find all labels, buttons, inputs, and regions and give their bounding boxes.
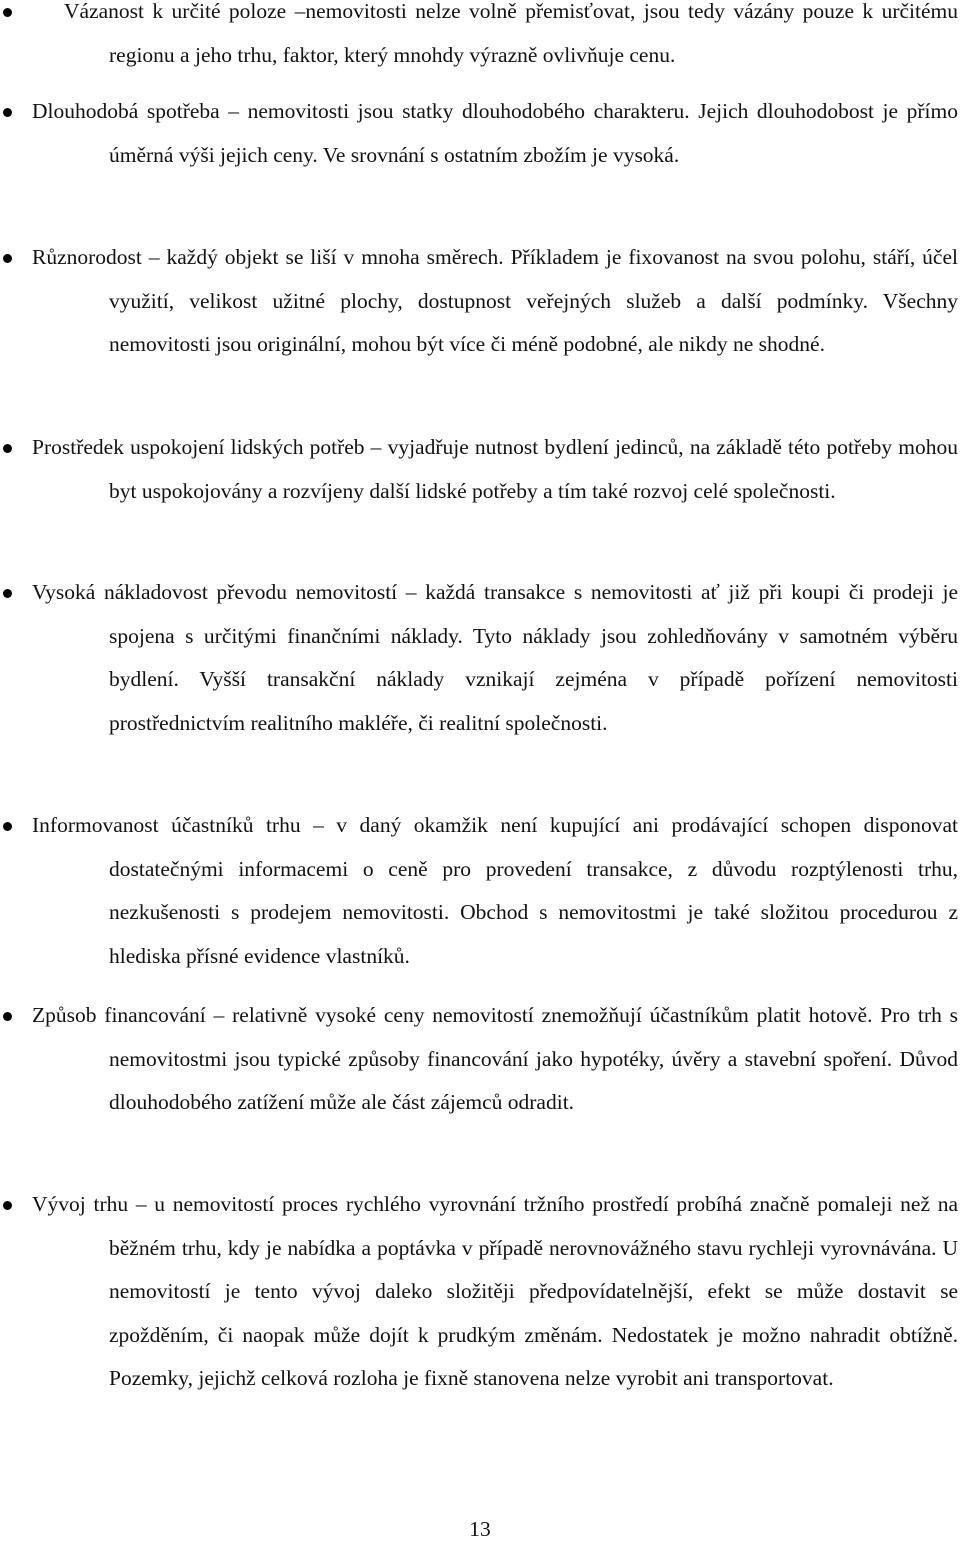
bullet-text: Vývoj trhu – u nemovitostí proces rychlého vyrovnání tržního prostředí probíhá značně pomaleji než na běžném trhu, kdy je nabídka a poptávka v případě nerovnovážného stavu rychleji vyrovnávána. U nemovitostí je tento vývoj daleko složitěji předpovídatelnější, efekt se může dostavit se zpožděním, či naopak může dojít k prudkým změnám. Nedostatek je možno nahradit obtížně. Pozemky, jejichž celková rozloha je fixně stanovena nelze vyrobit ani transportovat.: [32, 1192, 958, 1391]
bullet-text: Různorodost – každý objekt se liší v mnoha směrech. Příkladem je fixovanost na svou polohu, stáří, účel využití, velikost užitné plochy, dostupnost veřejných služeb a další podmínky. Všechny nemovitosti jsou originální, mohou být více či méně podobné, ale nikdy ne shodné.: [32, 245, 958, 357]
bullet-text: Prostředek uspokojení lidských potřeb – vyjadřuje nutnost bydlení jedinců, na základě této potřeby mohou byt uspokojovány a rozvíjeny další lidské potřeby a tím také rozvoj celé společnosti.: [32, 435, 958, 503]
bullet-text: Vázanost k určité poloze –nemovitosti nelze volně přemisťovat, jsou tedy vázány pouze k určitému regionu a jeho trhu, faktor, který mnohdy výrazně ovlivňuje cenu.: [64, 0, 958, 67]
bullet-text: Informovanost účastníků trhu – v daný okamžik není kupující ani prodávající schopen disponovat dostatečnými informacemi o ceně pro provedení transakce, z důvodu rozptýlenosti trhu, nezkušenosti s prodejem nemovitosti. Obchod s nemovitostmi je také složitou procedurou z hlediska přísné evidence vlastníků.: [32, 813, 958, 968]
page-number: 13: [469, 1517, 491, 1541]
bullet-text: Způsob financování – relativně vysoké ceny nemovitostí znemožňují účastníkům platit hotově. Pro trh s nemovitostmi jsou typické způsoby financování jako hypotéky, úvěry a stavební spoření. Důvod dlouhodobého zatížení může ale část zájemců odradit.: [32, 1003, 958, 1115]
bullet-text: Dlouhodobá spotřeba – nemovitosti jsou statky dlouhodobého charakteru. Jejich dlouhodobost je přímo úměrná výši jejich ceny. Ve srovnání s ostatním zbožím je vysoká.: [32, 99, 958, 167]
bullet-text: Vysoká nákladovost převodu nemovitostí – každá transakce s nemovitosti ať již při koupi či prodeji je spojena s určitými finančními náklady. Tyto náklady jsou zohledňovány v samotném výběru bydlení. Vyšší transakční náklady vznikají zejména v případě pořízení nemovitosti prostřednictvím realitního makléře, či realitní společnosti.: [32, 580, 958, 735]
